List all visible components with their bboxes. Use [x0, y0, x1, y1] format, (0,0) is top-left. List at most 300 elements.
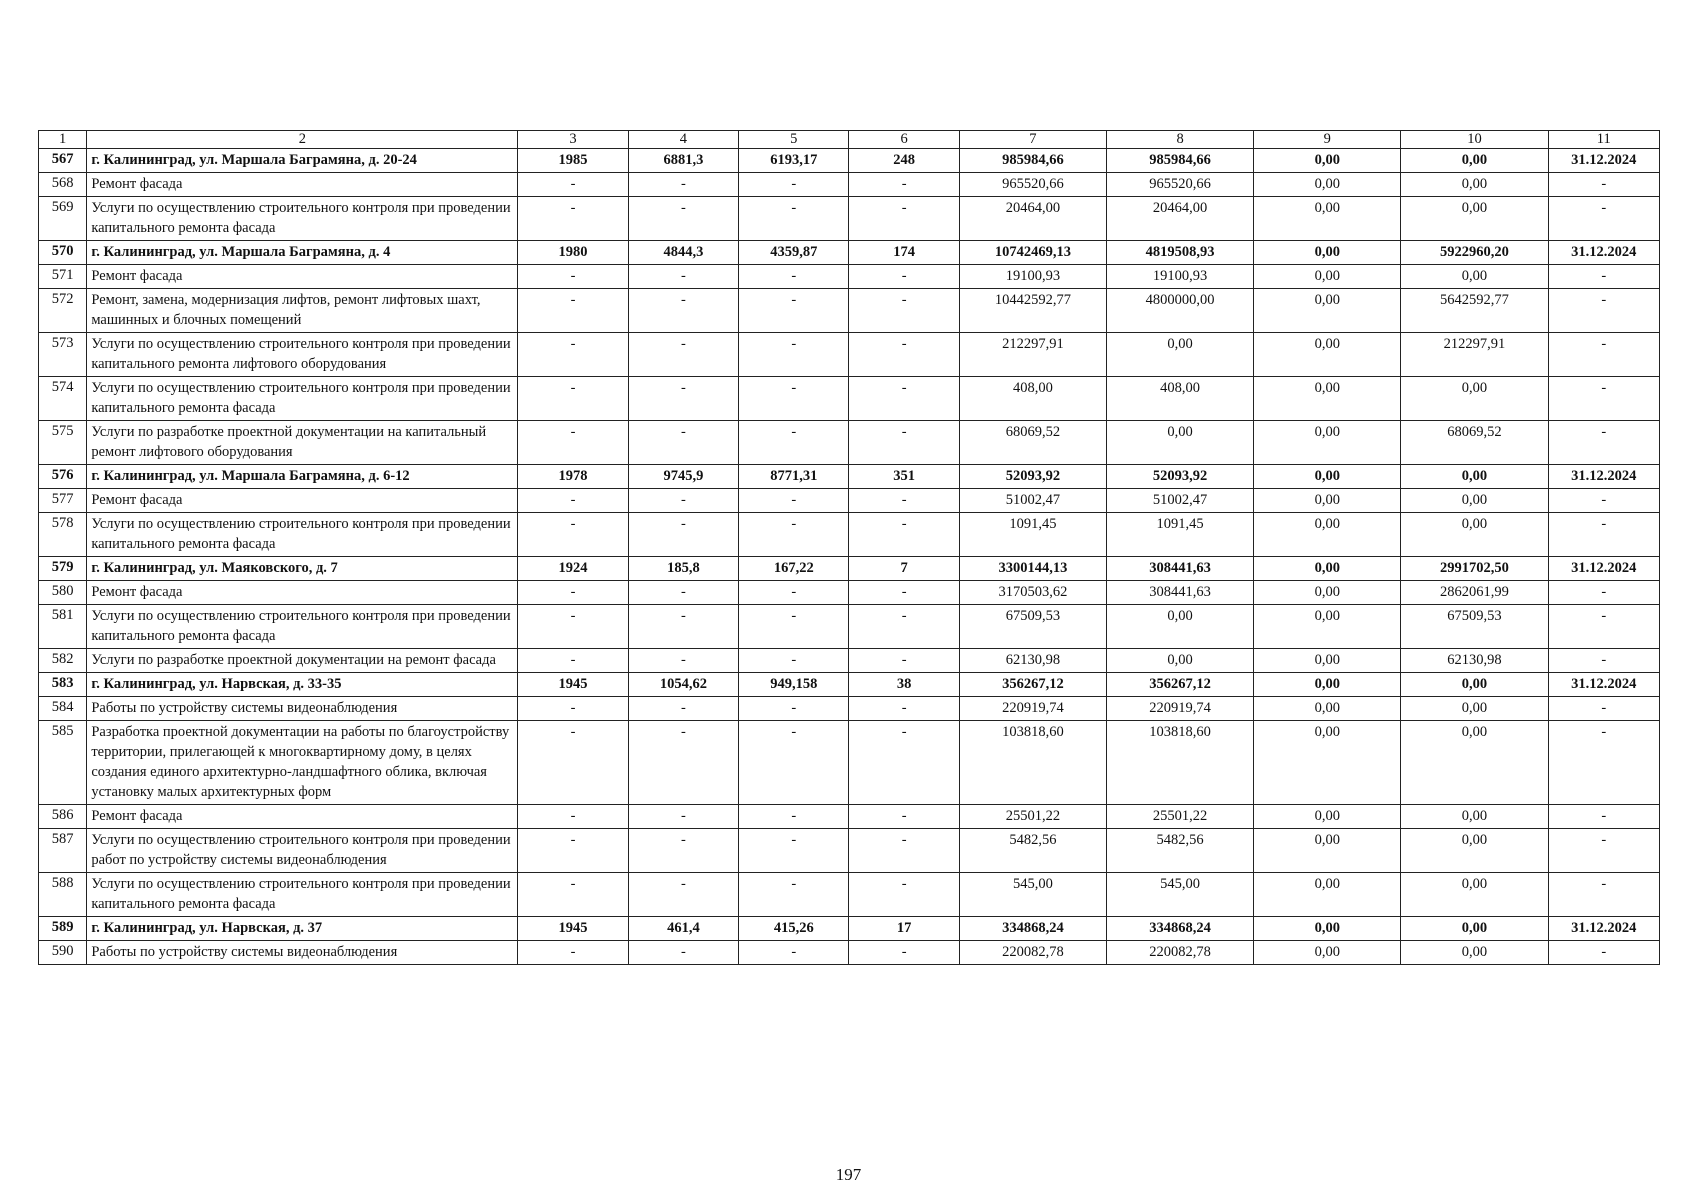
total-cost-cell: 1091,45	[959, 513, 1106, 557]
cost-col-8-cell: 356267,12	[1107, 673, 1254, 697]
cost-col-10-cell: 0,00	[1401, 829, 1548, 873]
address-row	[39, 465, 1660, 489]
total-cost-cell: 67509,53	[959, 605, 1106, 649]
completion-date-cell: 31.12.2024	[1548, 917, 1659, 941]
living-area-cell: 8771,31	[739, 465, 849, 489]
cost-col-10-cell: 2991702,50	[1401, 557, 1548, 581]
living-area-cell: -	[739, 513, 849, 557]
completion-date-cell: -	[1548, 873, 1659, 917]
description-cell: Ремонт, замена, модернизация лифтов, ремонт лифтовых шахт, машинных и блочных помещений	[87, 289, 518, 333]
total-area-cell: -	[628, 513, 738, 557]
row-number-cell: 588	[39, 873, 87, 917]
header-col-2: 2	[87, 131, 518, 149]
address-row	[39, 241, 1660, 265]
cost-col-8-cell: 0,00	[1107, 421, 1254, 465]
header-col-8: 8	[1107, 131, 1254, 149]
completion-date-cell: -	[1548, 605, 1659, 649]
completion-date-cell: -	[1548, 421, 1659, 465]
header-col-9: 9	[1254, 131, 1401, 149]
cost-col-9-cell: 0,00	[1254, 197, 1401, 241]
completion-date-cell: -	[1548, 581, 1659, 605]
year-built-cell: 1985	[518, 149, 628, 173]
row-number-cell: 589	[39, 917, 87, 941]
total-cost-cell: 545,00	[959, 873, 1106, 917]
completion-date-cell: 31.12.2024	[1548, 241, 1659, 265]
living-area-cell: -	[739, 377, 849, 421]
cost-col-10-cell: 0,00	[1401, 941, 1548, 965]
total-area-cell: 6881,3	[628, 149, 738, 173]
total-cost-cell: 68069,52	[959, 421, 1106, 465]
completion-date-cell: -	[1548, 197, 1659, 241]
completion-date-cell: -	[1548, 697, 1659, 721]
year-built-cell: -	[518, 421, 628, 465]
year-built-cell: -	[518, 721, 628, 805]
year-built-cell: -	[518, 333, 628, 377]
row-number-cell: 572	[39, 289, 87, 333]
cost-col-9-cell: 0,00	[1254, 605, 1401, 649]
row-number-cell: 574	[39, 377, 87, 421]
description-cell: г. Калининград, ул. Маршала Баграмяна, д. 20-24	[87, 149, 518, 173]
cost-col-10-cell: 0,00	[1401, 149, 1548, 173]
completion-date-cell: -	[1548, 513, 1659, 557]
row-number-cell: 581	[39, 605, 87, 649]
cost-col-8-cell: 0,00	[1107, 649, 1254, 673]
cost-col-8-cell: 220919,74	[1107, 697, 1254, 721]
residents-cell: -	[849, 421, 959, 465]
completion-date-cell: -	[1548, 721, 1659, 805]
cost-col-9-cell: 0,00	[1254, 697, 1401, 721]
residents-cell: -	[849, 289, 959, 333]
year-built-cell: 1978	[518, 465, 628, 489]
total-area-cell: -	[628, 805, 738, 829]
residents-cell: -	[849, 489, 959, 513]
cost-col-9-cell: 0,00	[1254, 173, 1401, 197]
total-area-cell: -	[628, 289, 738, 333]
row-number-cell: 569	[39, 197, 87, 241]
work-item-row	[39, 649, 1660, 673]
description-cell: Разработка проектной документации на работы по благоустройству территории, прилегающей к многоквартирному дому, в целях создания единого архитектурно-ландшафтного облика, включая установку малых архитектурных форм	[87, 721, 518, 805]
row-number-cell: 582	[39, 649, 87, 673]
cost-col-8-cell: 51002,47	[1107, 489, 1254, 513]
row-number-cell: 580	[39, 581, 87, 605]
description-cell: Работы по устройству системы видеонаблюдения	[87, 941, 518, 965]
residents-cell: -	[849, 649, 959, 673]
year-built-cell: -	[518, 873, 628, 917]
cost-col-9-cell: 0,00	[1254, 581, 1401, 605]
cost-col-9-cell: 0,00	[1254, 829, 1401, 873]
cost-col-10-cell: 2862061,99	[1401, 581, 1548, 605]
completion-date-cell: -	[1548, 489, 1659, 513]
cost-col-10-cell: 0,00	[1401, 173, 1548, 197]
total-area-cell: -	[628, 721, 738, 805]
residents-cell: 248	[849, 149, 959, 173]
header-col-1: 1	[39, 131, 87, 149]
total-cost-cell: 3300144,13	[959, 557, 1106, 581]
total-area-cell: 185,8	[628, 557, 738, 581]
cost-col-10-cell: 62130,98	[1401, 649, 1548, 673]
cost-col-8-cell: 220082,78	[1107, 941, 1254, 965]
description-cell: Ремонт фасада	[87, 489, 518, 513]
residents-cell: -	[849, 697, 959, 721]
total-area-cell: 4844,3	[628, 241, 738, 265]
completion-date-cell: -	[1548, 805, 1659, 829]
cost-col-9-cell: 0,00	[1254, 465, 1401, 489]
address-row	[39, 673, 1660, 697]
completion-date-cell: -	[1548, 333, 1659, 377]
year-built-cell: 1945	[518, 673, 628, 697]
residents-cell: 7	[849, 557, 959, 581]
living-area-cell: 167,22	[739, 557, 849, 581]
cost-col-10-cell: 0,00	[1401, 513, 1548, 557]
cost-col-8-cell: 308441,63	[1107, 581, 1254, 605]
header-col-3: 3	[518, 131, 628, 149]
residents-cell: -	[849, 829, 959, 873]
total-area-cell: -	[628, 941, 738, 965]
cost-col-8-cell: 308441,63	[1107, 557, 1254, 581]
living-area-cell: -	[739, 173, 849, 197]
total-cost-cell: 25501,22	[959, 805, 1106, 829]
completion-date-cell: -	[1548, 377, 1659, 421]
description-cell: Услуги по осуществлению строительного контроля при проведении капитального ремонта лифтового оборудования	[87, 333, 518, 377]
cost-col-10-cell: 212297,91	[1401, 333, 1548, 377]
header-col-7: 7	[959, 131, 1106, 149]
row-number-cell: 567	[39, 149, 87, 173]
work-item-row	[39, 941, 1660, 965]
completion-date-cell: -	[1548, 173, 1659, 197]
cost-col-10-cell: 5922960,20	[1401, 241, 1548, 265]
description-cell: г. Калининград, ул. Нарвская, д. 37	[87, 917, 518, 941]
cost-col-8-cell: 545,00	[1107, 873, 1254, 917]
year-built-cell: -	[518, 649, 628, 673]
cost-col-10-cell: 0,00	[1401, 265, 1548, 289]
year-built-cell: -	[518, 197, 628, 241]
total-area-cell: -	[628, 489, 738, 513]
address-row	[39, 557, 1660, 581]
year-built-cell: -	[518, 829, 628, 873]
living-area-cell: -	[739, 265, 849, 289]
cost-col-8-cell: 334868,24	[1107, 917, 1254, 941]
cost-col-9-cell: 0,00	[1254, 721, 1401, 805]
residents-cell: -	[849, 805, 959, 829]
cost-col-9-cell: 0,00	[1254, 649, 1401, 673]
cost-col-8-cell: 4800000,00	[1107, 289, 1254, 333]
work-item-row	[39, 805, 1660, 829]
work-item-row	[39, 721, 1660, 805]
row-number-cell: 585	[39, 721, 87, 805]
description-cell: Ремонт фасада	[87, 581, 518, 605]
total-cost-cell: 62130,98	[959, 649, 1106, 673]
total-area-cell: -	[628, 377, 738, 421]
total-area-cell: -	[628, 697, 738, 721]
total-cost-cell: 334868,24	[959, 917, 1106, 941]
total-cost-cell: 220919,74	[959, 697, 1106, 721]
cost-col-8-cell: 5482,56	[1107, 829, 1254, 873]
residents-cell: -	[849, 377, 959, 421]
cost-col-8-cell: 1091,45	[1107, 513, 1254, 557]
residents-cell: -	[849, 513, 959, 557]
living-area-cell: 949,158	[739, 673, 849, 697]
living-area-cell: -	[739, 289, 849, 333]
description-cell: Услуги по осуществлению строительного контроля при проведении капитального ремонта фасада	[87, 197, 518, 241]
description-cell: г. Калининград, ул. Нарвская, д. 33-35	[87, 673, 518, 697]
year-built-cell: -	[518, 581, 628, 605]
cost-col-10-cell: 0,00	[1401, 673, 1548, 697]
cost-col-10-cell: 68069,52	[1401, 421, 1548, 465]
total-cost-cell: 19100,93	[959, 265, 1106, 289]
completion-date-cell: 31.12.2024	[1548, 673, 1659, 697]
residents-cell: -	[849, 581, 959, 605]
completion-date-cell: -	[1548, 289, 1659, 333]
residents-cell: -	[849, 173, 959, 197]
cost-col-10-cell: 0,00	[1401, 377, 1548, 421]
work-item-row	[39, 173, 1660, 197]
cost-col-10-cell: 0,00	[1401, 197, 1548, 241]
completion-date-cell: 31.12.2024	[1548, 557, 1659, 581]
living-area-cell: -	[739, 829, 849, 873]
description-cell: Услуги по осуществлению строительного контроля при проведении работ по устройству системы видеонаблюдения	[87, 829, 518, 873]
work-item-row	[39, 421, 1660, 465]
year-built-cell: -	[518, 377, 628, 421]
work-item-row	[39, 513, 1660, 557]
work-item-row	[39, 829, 1660, 873]
total-cost-cell: 220082,78	[959, 941, 1106, 965]
description-cell: Услуги по осуществлению строительного контроля при проведении капитального ремонта фасада	[87, 873, 518, 917]
year-built-cell: -	[518, 697, 628, 721]
cost-col-10-cell: 0,00	[1401, 489, 1548, 513]
total-area-cell: -	[628, 173, 738, 197]
description-cell: Услуги по разработке проектной документации на капитальный ремонт лифтового оборудования	[87, 421, 518, 465]
row-number-cell: 579	[39, 557, 87, 581]
cost-col-8-cell: 0,00	[1107, 333, 1254, 377]
row-number-cell: 568	[39, 173, 87, 197]
cost-col-8-cell: 408,00	[1107, 377, 1254, 421]
work-item-row	[39, 489, 1660, 513]
address-row	[39, 917, 1660, 941]
cost-col-8-cell: 965520,66	[1107, 173, 1254, 197]
cost-col-9-cell: 0,00	[1254, 241, 1401, 265]
living-area-cell: -	[739, 581, 849, 605]
cost-col-8-cell: 19100,93	[1107, 265, 1254, 289]
total-area-cell: -	[628, 265, 738, 289]
cost-col-8-cell: 0,00	[1107, 605, 1254, 649]
residents-cell: -	[849, 941, 959, 965]
work-item-row	[39, 289, 1660, 333]
living-area-cell: -	[739, 333, 849, 377]
work-item-row	[39, 605, 1660, 649]
column-number-header	[39, 131, 1660, 149]
living-area-cell: -	[739, 649, 849, 673]
residents-cell: 17	[849, 917, 959, 941]
completion-date-cell: 31.12.2024	[1548, 149, 1659, 173]
residents-cell: -	[849, 873, 959, 917]
total-cost-cell: 212297,91	[959, 333, 1106, 377]
year-built-cell: 1980	[518, 241, 628, 265]
total-cost-cell: 20464,00	[959, 197, 1106, 241]
cost-col-9-cell: 0,00	[1254, 873, 1401, 917]
year-built-cell: -	[518, 173, 628, 197]
header-col-10: 10	[1401, 131, 1548, 149]
cost-col-9-cell: 0,00	[1254, 333, 1401, 377]
cost-col-9-cell: 0,00	[1254, 265, 1401, 289]
row-number-cell: 590	[39, 941, 87, 965]
total-cost-cell: 985984,66	[959, 149, 1106, 173]
description-cell: г. Калининград, ул. Маршала Баграмяна, д. 4	[87, 241, 518, 265]
row-number-cell: 571	[39, 265, 87, 289]
living-area-cell: -	[739, 941, 849, 965]
living-area-cell: -	[739, 421, 849, 465]
year-built-cell: -	[518, 605, 628, 649]
row-number-cell: 584	[39, 697, 87, 721]
completion-date-cell: 31.12.2024	[1548, 465, 1659, 489]
total-cost-cell: 3170503,62	[959, 581, 1106, 605]
row-number-cell: 586	[39, 805, 87, 829]
total-area-cell: -	[628, 581, 738, 605]
residents-cell: -	[849, 605, 959, 649]
residents-cell: -	[849, 721, 959, 805]
living-area-cell: -	[739, 805, 849, 829]
cost-col-8-cell: 20464,00	[1107, 197, 1254, 241]
living-area-cell: -	[739, 697, 849, 721]
work-item-row	[39, 581, 1660, 605]
total-cost-cell: 103818,60	[959, 721, 1106, 805]
year-built-cell: -	[518, 265, 628, 289]
description-cell: Ремонт фасада	[87, 173, 518, 197]
cost-col-10-cell: 0,00	[1401, 721, 1548, 805]
row-number-cell: 576	[39, 465, 87, 489]
total-area-cell: -	[628, 421, 738, 465]
total-cost-cell: 52093,92	[959, 465, 1106, 489]
address-row	[39, 149, 1660, 173]
residents-cell: 351	[849, 465, 959, 489]
year-built-cell: 1924	[518, 557, 628, 581]
row-number-cell: 577	[39, 489, 87, 513]
work-item-row	[39, 265, 1660, 289]
completion-date-cell: -	[1548, 829, 1659, 873]
description-cell: г. Калининград, ул. Маршала Баграмяна, д. 6-12	[87, 465, 518, 489]
total-area-cell: -	[628, 197, 738, 241]
cost-col-9-cell: 0,00	[1254, 941, 1401, 965]
residents-cell: 174	[849, 241, 959, 265]
cost-col-10-cell: 0,00	[1401, 465, 1548, 489]
work-item-row	[39, 333, 1660, 377]
year-built-cell: 1945	[518, 917, 628, 941]
cost-col-9-cell: 0,00	[1254, 489, 1401, 513]
total-area-cell: -	[628, 605, 738, 649]
total-cost-cell: 965520,66	[959, 173, 1106, 197]
description-cell: Работы по устройству системы видеонаблюдения	[87, 697, 518, 721]
cost-col-8-cell: 25501,22	[1107, 805, 1254, 829]
living-area-cell: -	[739, 605, 849, 649]
cost-col-9-cell: 0,00	[1254, 805, 1401, 829]
cost-col-9-cell: 0,00	[1254, 513, 1401, 557]
total-cost-cell: 356267,12	[959, 673, 1106, 697]
work-item-row	[39, 377, 1660, 421]
description-cell: Услуги по осуществлению строительного контроля при проведении капитального ремонта фасада	[87, 513, 518, 557]
total-area-cell: -	[628, 829, 738, 873]
cost-col-10-cell: 0,00	[1401, 917, 1548, 941]
work-item-row	[39, 697, 1660, 721]
cost-col-10-cell: 0,00	[1401, 697, 1548, 721]
living-area-cell: -	[739, 873, 849, 917]
total-cost-cell: 408,00	[959, 377, 1106, 421]
cost-col-9-cell: 0,00	[1254, 149, 1401, 173]
residents-cell: -	[849, 197, 959, 241]
cost-col-9-cell: 0,00	[1254, 289, 1401, 333]
description-cell: Услуги по осуществлению строительного контроля при проведении капитального ремонта фасада	[87, 377, 518, 421]
cost-col-9-cell: 0,00	[1254, 557, 1401, 581]
completion-date-cell: -	[1548, 941, 1659, 965]
total-area-cell: -	[628, 333, 738, 377]
cost-col-10-cell: 0,00	[1401, 873, 1548, 917]
total-area-cell: 461,4	[628, 917, 738, 941]
total-area-cell: 1054,62	[628, 673, 738, 697]
row-number-cell: 583	[39, 673, 87, 697]
cost-col-10-cell: 5642592,77	[1401, 289, 1548, 333]
cost-col-8-cell: 985984,66	[1107, 149, 1254, 173]
residents-cell: 38	[849, 673, 959, 697]
residents-cell: -	[849, 265, 959, 289]
row-number-cell: 573	[39, 333, 87, 377]
total-cost-cell: 10442592,77	[959, 289, 1106, 333]
cost-col-8-cell: 103818,60	[1107, 721, 1254, 805]
row-number-cell: 570	[39, 241, 87, 265]
cost-col-9-cell: 0,00	[1254, 673, 1401, 697]
row-number-cell: 578	[39, 513, 87, 557]
total-cost-cell: 51002,47	[959, 489, 1106, 513]
living-area-cell: -	[739, 721, 849, 805]
header-col-5: 5	[739, 131, 849, 149]
total-cost-cell: 5482,56	[959, 829, 1106, 873]
cost-col-8-cell: 52093,92	[1107, 465, 1254, 489]
header-col-11: 11	[1548, 131, 1659, 149]
living-area-cell: 4359,87	[739, 241, 849, 265]
year-built-cell: -	[518, 289, 628, 333]
living-area-cell: -	[739, 197, 849, 241]
row-number-cell: 587	[39, 829, 87, 873]
total-cost-cell: 10742469,13	[959, 241, 1106, 265]
cost-col-9-cell: 0,00	[1254, 421, 1401, 465]
description-cell: г. Калининград, ул. Маяковского, д. 7	[87, 557, 518, 581]
total-area-cell: -	[628, 873, 738, 917]
description-cell: Ремонт фасада	[87, 265, 518, 289]
description-cell: Ремонт фасада	[87, 805, 518, 829]
living-area-cell: 6193,17	[739, 149, 849, 173]
capital-repair-table	[38, 130, 1660, 965]
cost-col-9-cell: 0,00	[1254, 917, 1401, 941]
cost-col-10-cell: 67509,53	[1401, 605, 1548, 649]
header-col-6: 6	[849, 131, 959, 149]
year-built-cell: -	[518, 941, 628, 965]
cost-col-8-cell: 4819508,93	[1107, 241, 1254, 265]
description-cell: Услуги по разработке проектной документации на ремонт фасада	[87, 649, 518, 673]
description-cell: Услуги по осуществлению строительного контроля при проведении капитального ремонта фасада	[87, 605, 518, 649]
cost-col-9-cell: 0,00	[1254, 377, 1401, 421]
completion-date-cell: -	[1548, 649, 1659, 673]
total-area-cell: 9745,9	[628, 465, 738, 489]
total-area-cell: -	[628, 649, 738, 673]
year-built-cell: -	[518, 805, 628, 829]
completion-date-cell: -	[1548, 265, 1659, 289]
row-number-cell: 575	[39, 421, 87, 465]
header-col-4: 4	[628, 131, 738, 149]
year-built-cell: -	[518, 513, 628, 557]
work-item-row	[39, 197, 1660, 241]
page-number: 197	[835, 1165, 862, 1184]
living-area-cell: -	[739, 489, 849, 513]
cost-col-10-cell: 0,00	[1401, 805, 1548, 829]
year-built-cell: -	[518, 489, 628, 513]
residents-cell: -	[849, 333, 959, 377]
